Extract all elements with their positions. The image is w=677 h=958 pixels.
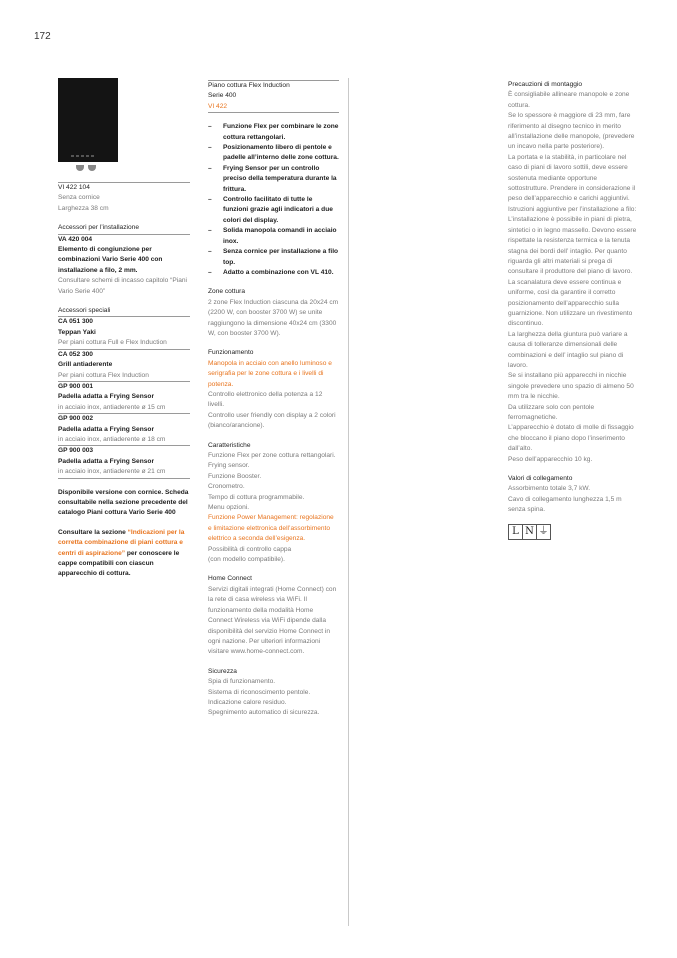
line-symbol: L <box>509 525 523 539</box>
feature-item: – Frying Sensor per un controllo preciso della temperatura durante la frittura. <box>208 164 339 195</box>
characteristic-line: Frying sensor. <box>208 462 250 470</box>
pan-icon <box>76 165 84 171</box>
connection-heading: Valori di collegamento <box>508 475 573 483</box>
combination-section-link[interactable]: “Indicazioni per la corretta combinazione di piani cottura e centri di aspirazione” <box>58 528 185 557</box>
characteristic-line: (con modello compatibile). <box>208 556 285 564</box>
ground-icon: ⏚ <box>538 525 549 537</box>
accessory-desc: in acciaio inox, antiaderente ø 21 cm <box>58 467 190 478</box>
product-series: Serie 400 <box>208 92 237 100</box>
feature-item: – Solida manopola comandi in acciaio inox. <box>208 226 339 247</box>
installation-paragraph: L’apparecchio è dotato di molle di fissaggio che bloccano il piano dopo l’inserimento dall’alto. <box>508 424 634 453</box>
install-accessory-code: VA 420 004 <box>58 235 93 243</box>
accessory-code: GP 900 001 <box>58 382 94 390</box>
zones-text: 2 zone Flex Induction ciascuna da 20x24 cm (2200 W, con booster 3700 W) se unite raggiungono la dimensione 40x24 cm (3300 W, con booster 3700 W). <box>208 298 339 337</box>
installation-paragraph: L’installazione è possibile in piani di pietra, sintetici o in legno massello. Devono essere rispettate la resistenza termica e la tenuta stagna dei bordi dell’ intaglio. Per quanto riguarda gli altri materiali si prega di consultare il produttore del piano di lavoro. <box>508 216 637 276</box>
installation-column <box>508 80 638 540</box>
safety-line: Spia di funzionamento. <box>208 678 276 686</box>
installation-paragraph: È consigliabile allineare manopole e zone cottura. <box>508 91 630 109</box>
feature-item: – Posizionamento libero di pentole e padelle all’interno delle zone cottura. <box>208 143 339 164</box>
pan-icons <box>76 165 190 173</box>
accessory-desc: Per piani cottura Full e Flex Induction <box>58 338 190 349</box>
function-text: Controllo elettronico della potenza a 12 livelli. <box>208 390 323 409</box>
feature-item: – Adatto a combinazione con VL 410. <box>208 268 339 278</box>
characteristic-line: Cronometro. <box>208 483 245 491</box>
neutral-symbol: N <box>523 525 537 539</box>
function-text: Controllo user friendly con display a 2 colori (bianco/arancione). <box>208 411 336 430</box>
accessory-desc: in acciaio inox, antiaderente ø 18 cm <box>58 435 190 446</box>
accessory-code: CA 052 300 <box>58 350 93 358</box>
product-image <box>58 78 118 162</box>
frame-version-note: Disponibile versione con cornice. Scheda consultabile nella sezione precedente del catalogo Piani cottura Vario Serie 400 <box>58 488 189 517</box>
connection-line: Assorbimento totale 3,7 kW. <box>508 485 591 493</box>
home-connect-heading: Home Connect <box>208 575 252 583</box>
accessory-name: Grill antiaderente <box>58 361 113 369</box>
feature-item: – Funzione Flex per combinare le zone cottura rettangolari. <box>208 122 339 143</box>
accessory-code: GP 900 002 <box>58 415 94 423</box>
accessory-desc: in acciaio inox, antiaderente ø 15 cm <box>58 403 190 414</box>
hood-compatibility-note: Consultare la sezione “Indicazioni per la corretta combinazione di piani cottura e centri di aspirazione” per conoscere le cappe compatibili con ciascun apparecchio di cottura. <box>58 528 185 578</box>
accessory-code: GP 900 003 <box>58 447 94 455</box>
accessory-item <box>58 350 190 382</box>
column-divider <box>348 78 349 926</box>
page-number: 172 <box>34 31 51 42</box>
accessory-name: Padella adatta a Frying Sensor <box>58 393 155 401</box>
accessory-code: CA 051 300 <box>58 318 93 326</box>
accessory-item <box>58 317 190 349</box>
accessories-column <box>58 78 190 580</box>
accessory-item <box>58 446 190 478</box>
special-accessories-heading: Accessori speciali <box>58 306 190 317</box>
pan-icon <box>88 165 96 171</box>
model-code: VI 422 104 <box>58 184 90 191</box>
electrical-symbols <box>508 524 551 540</box>
characteristic-line: Funzione Flex per zone cottura rettangolari. <box>208 452 336 459</box>
installation-paragraph: Istruzioni aggiuntive per l’installazione a filo: <box>508 205 637 213</box>
installation-heading: Precauzioni di montaggio <box>508 81 583 88</box>
home-connect-text: Servizi digitali integrati (Home Connect) con la rete di casa wireless via WiFi. Il funzionamento della modalità Home Connect Wireless via WiFi dipende dalla disponibilità del servizio Home Connect in ogni nazione. Per ulteriori informazioni visitare www.home-connect.com. <box>208 585 337 656</box>
installation-paragraph: Peso dell’apparecchio 10 kg. <box>508 455 593 463</box>
characteristic-line: Menu opzioni. <box>208 504 250 512</box>
connection-line: Cavo di collegamento lunghezza 1,5 m senza spina. <box>508 495 622 514</box>
installation-paragraph: Se si installano più apparecchi in nicchie singole prevedere uno spazio di almeno 50 mm tra le nicchie. <box>508 372 634 401</box>
characteristics-heading: Caratteristiche <box>208 441 251 449</box>
feature-item: – Controllo facilitato di tutte le funzioni grazie agli indicatori a due colori del display. <box>208 195 339 226</box>
zones-heading: Zone cottura <box>208 288 246 296</box>
power-management-highlight: Funzione Power Management: regolazione e limitazione elettronica dell’assorbimento elettrico a seconda dell’esigenza. <box>208 514 334 543</box>
safety-line: Indicazione calore residuo. <box>208 698 287 706</box>
safety-heading: Sicurezza <box>208 667 237 675</box>
install-accessory-desc: Elemento di congiunzione per combinazioni Vario Serie 400 con installazione a filo, 2 mm. <box>58 246 163 274</box>
accessory-name: Padella adatta a Frying Sensor <box>58 457 155 465</box>
installation-paragraph: La scanalatura deve essere continua e uniforme, così da garantire il corretto posizionamento dell’apparecchio sulla guarnizione. Non utilizzare un rivestimento discontinuo. <box>508 278 633 328</box>
function-heading: Funzionamento <box>208 349 254 357</box>
install-accessory-note: Consultare schemi di incasso capitolo “Piani Vario Serie 400” <box>58 277 188 295</box>
feature-item: – Senza cornice per installazione a filo top. <box>208 247 339 268</box>
installation-paragraph: La larghezza della giuntura può variare a causa di tolleranze dimensionali delle combinazioni e dell’ intaglio sul piano di lavoro. <box>508 330 628 369</box>
characteristic-line: Funzione Booster. <box>208 472 262 480</box>
safety-line: Sistema di riconoscimento pentole. <box>208 688 311 696</box>
product-column <box>208 80 339 719</box>
product-title: Piano cottura Flex Induction <box>208 82 290 89</box>
accessory-name: Padella adatta a Frying Sensor <box>58 425 155 433</box>
safety-line: Spegnimento automatico di sicurezza. <box>208 709 320 717</box>
install-accessories-heading: Accessori per l’installazione <box>58 223 190 234</box>
accessory-item <box>58 414 190 446</box>
installation-paragraph: Da utilizzare solo con pentole ferromagnetiche. <box>508 403 595 421</box>
accessory-name: Teppan Yaki <box>58 328 96 336</box>
model-width: Larghezza 38 cm <box>58 204 109 212</box>
accessory-desc: Per piani cottura Flex Induction <box>58 371 190 382</box>
installation-paragraph: La portata e la stabilità, in particolare nel caso di piani di lavoro sottili, deve essere sostenuta mediante opportune sottostrutture. Prendere in considerazione il peso dell’apparecchio e carichi aggiuntivi. <box>508 153 636 203</box>
characteristic-line: Tempo di cottura programmabile. <box>208 493 305 501</box>
installation-paragraph: Se lo spessore è maggiore di 23 mm, fare riferimento al disegno tecnico in merito all’installazione delle manopole, (prevedere un incavo nella parte posteriore). <box>508 112 635 151</box>
feature-list <box>208 122 339 278</box>
product-model: VI 422 <box>208 102 339 113</box>
accessory-item <box>58 382 190 414</box>
model-variant: Senza cornice <box>58 194 100 202</box>
control-strip <box>71 151 101 154</box>
characteristic-line: Possibilità di controllo cappa <box>208 545 292 553</box>
function-highlight: Manopola in acciaio con anello luminoso e serigrafia per le zone cottura e i livelli di potenza. <box>208 359 332 388</box>
